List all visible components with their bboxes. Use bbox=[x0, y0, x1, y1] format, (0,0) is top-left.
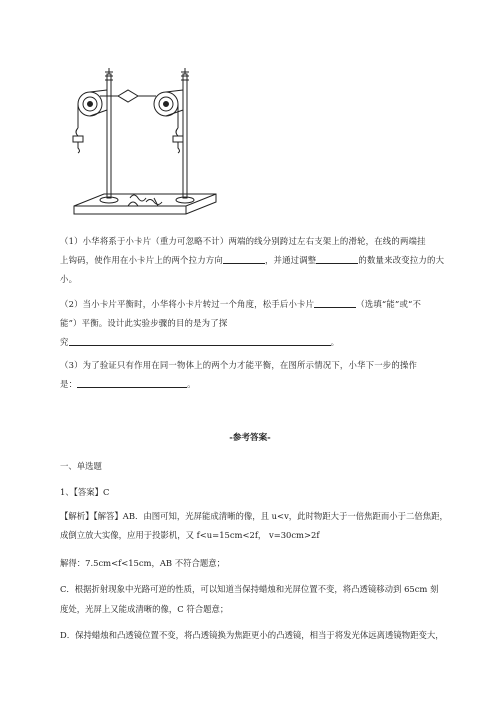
analysis-line2: 成倒立放大实像，应用于投影机，又 f<u=15cm<2f， v=30cm>2f bbox=[60, 530, 320, 540]
q2-line3-end: 。 bbox=[330, 337, 340, 347]
q3-line2-end: 。 bbox=[187, 379, 196, 389]
solve-line: 解得：7.5cm<f<15cm，AB 不符合题意； bbox=[60, 558, 225, 568]
question-3 bbox=[60, 356, 476, 394]
question-2 bbox=[60, 295, 476, 352]
q1-line2b: ，并通过调整 bbox=[264, 255, 317, 265]
question-1 bbox=[60, 232, 476, 289]
blank-can-balance[interactable] bbox=[314, 298, 356, 308]
q1-line2 bbox=[60, 251, 476, 270]
left-weight bbox=[73, 136, 83, 142]
left-pole bbox=[107, 74, 111, 198]
analysis-line1: 【解析】【解答】AB．由图可知，光屏能成清晰的像，且 u<v，此时物距大于一倍焦距而小于二倍焦距， bbox=[60, 511, 448, 521]
blank-force-direction[interactable] bbox=[223, 254, 265, 264]
q2-line1 bbox=[60, 295, 476, 314]
base-board bbox=[74, 194, 216, 214]
q1-line2c: 的数量来改变拉力的大 bbox=[358, 255, 445, 265]
q2-line1b: （选填“能”或“不 bbox=[356, 299, 422, 309]
right-pole bbox=[183, 74, 187, 198]
right-weight bbox=[173, 136, 183, 142]
q3-line1: （3）为了验证只有作用在同一物体上的两个力才能平衡，在图所示情况下，小华下一步的操作 bbox=[60, 360, 418, 370]
answer-1: 1、【答案】C bbox=[60, 487, 110, 497]
option-c-line2: 度处，光屏上又能成清晰的像，C 符合题意； bbox=[60, 604, 229, 614]
q2-line1a: （2）当小卡片平衡时，小华将小卡片转过一个角度，松手后小卡片 bbox=[60, 299, 315, 309]
q3-line2 bbox=[60, 375, 476, 394]
q3-line2-start: 是： bbox=[60, 379, 78, 389]
answers-title: -参考答案- bbox=[229, 433, 271, 443]
small-card bbox=[118, 90, 138, 102]
blank-purpose[interactable] bbox=[69, 336, 331, 346]
q2-line2: 能”）平衡。设计此实验步骤的目的是为了探 bbox=[60, 318, 228, 328]
q1-line3: 小。 bbox=[60, 274, 78, 284]
option-d-line1: D．保持蜡烛和凸透镜位置不变，将凸透镜换为焦距更小的凸透镜，相当于将发光体远离透镜物距变大， bbox=[60, 630, 444, 640]
option-c-line1: C．根据折射现象中光路可逆的性质，可以知道当保持蜡烛和光屏位置不变，将凸透镜移动到 65cm 刻 bbox=[60, 584, 439, 594]
q1-line2a: 上钩码，使作用在小卡片上的两个拉力方向 bbox=[60, 255, 223, 265]
blank-next-step[interactable] bbox=[77, 378, 187, 388]
experiment-apparatus-figure bbox=[66, 66, 222, 218]
loose-hooks bbox=[128, 195, 162, 206]
blank-adjust-item[interactable] bbox=[316, 254, 358, 264]
section-heading: 一、单选题 bbox=[60, 461, 102, 471]
q2-line3-start: 究 bbox=[60, 337, 69, 347]
q2-line3 bbox=[60, 333, 476, 352]
q1-line1: （1）小华将系于小卡片（重力可忽略不计）两端的线分别跨过左右支架上的滑轮，在线的两端挂 bbox=[60, 236, 426, 246]
